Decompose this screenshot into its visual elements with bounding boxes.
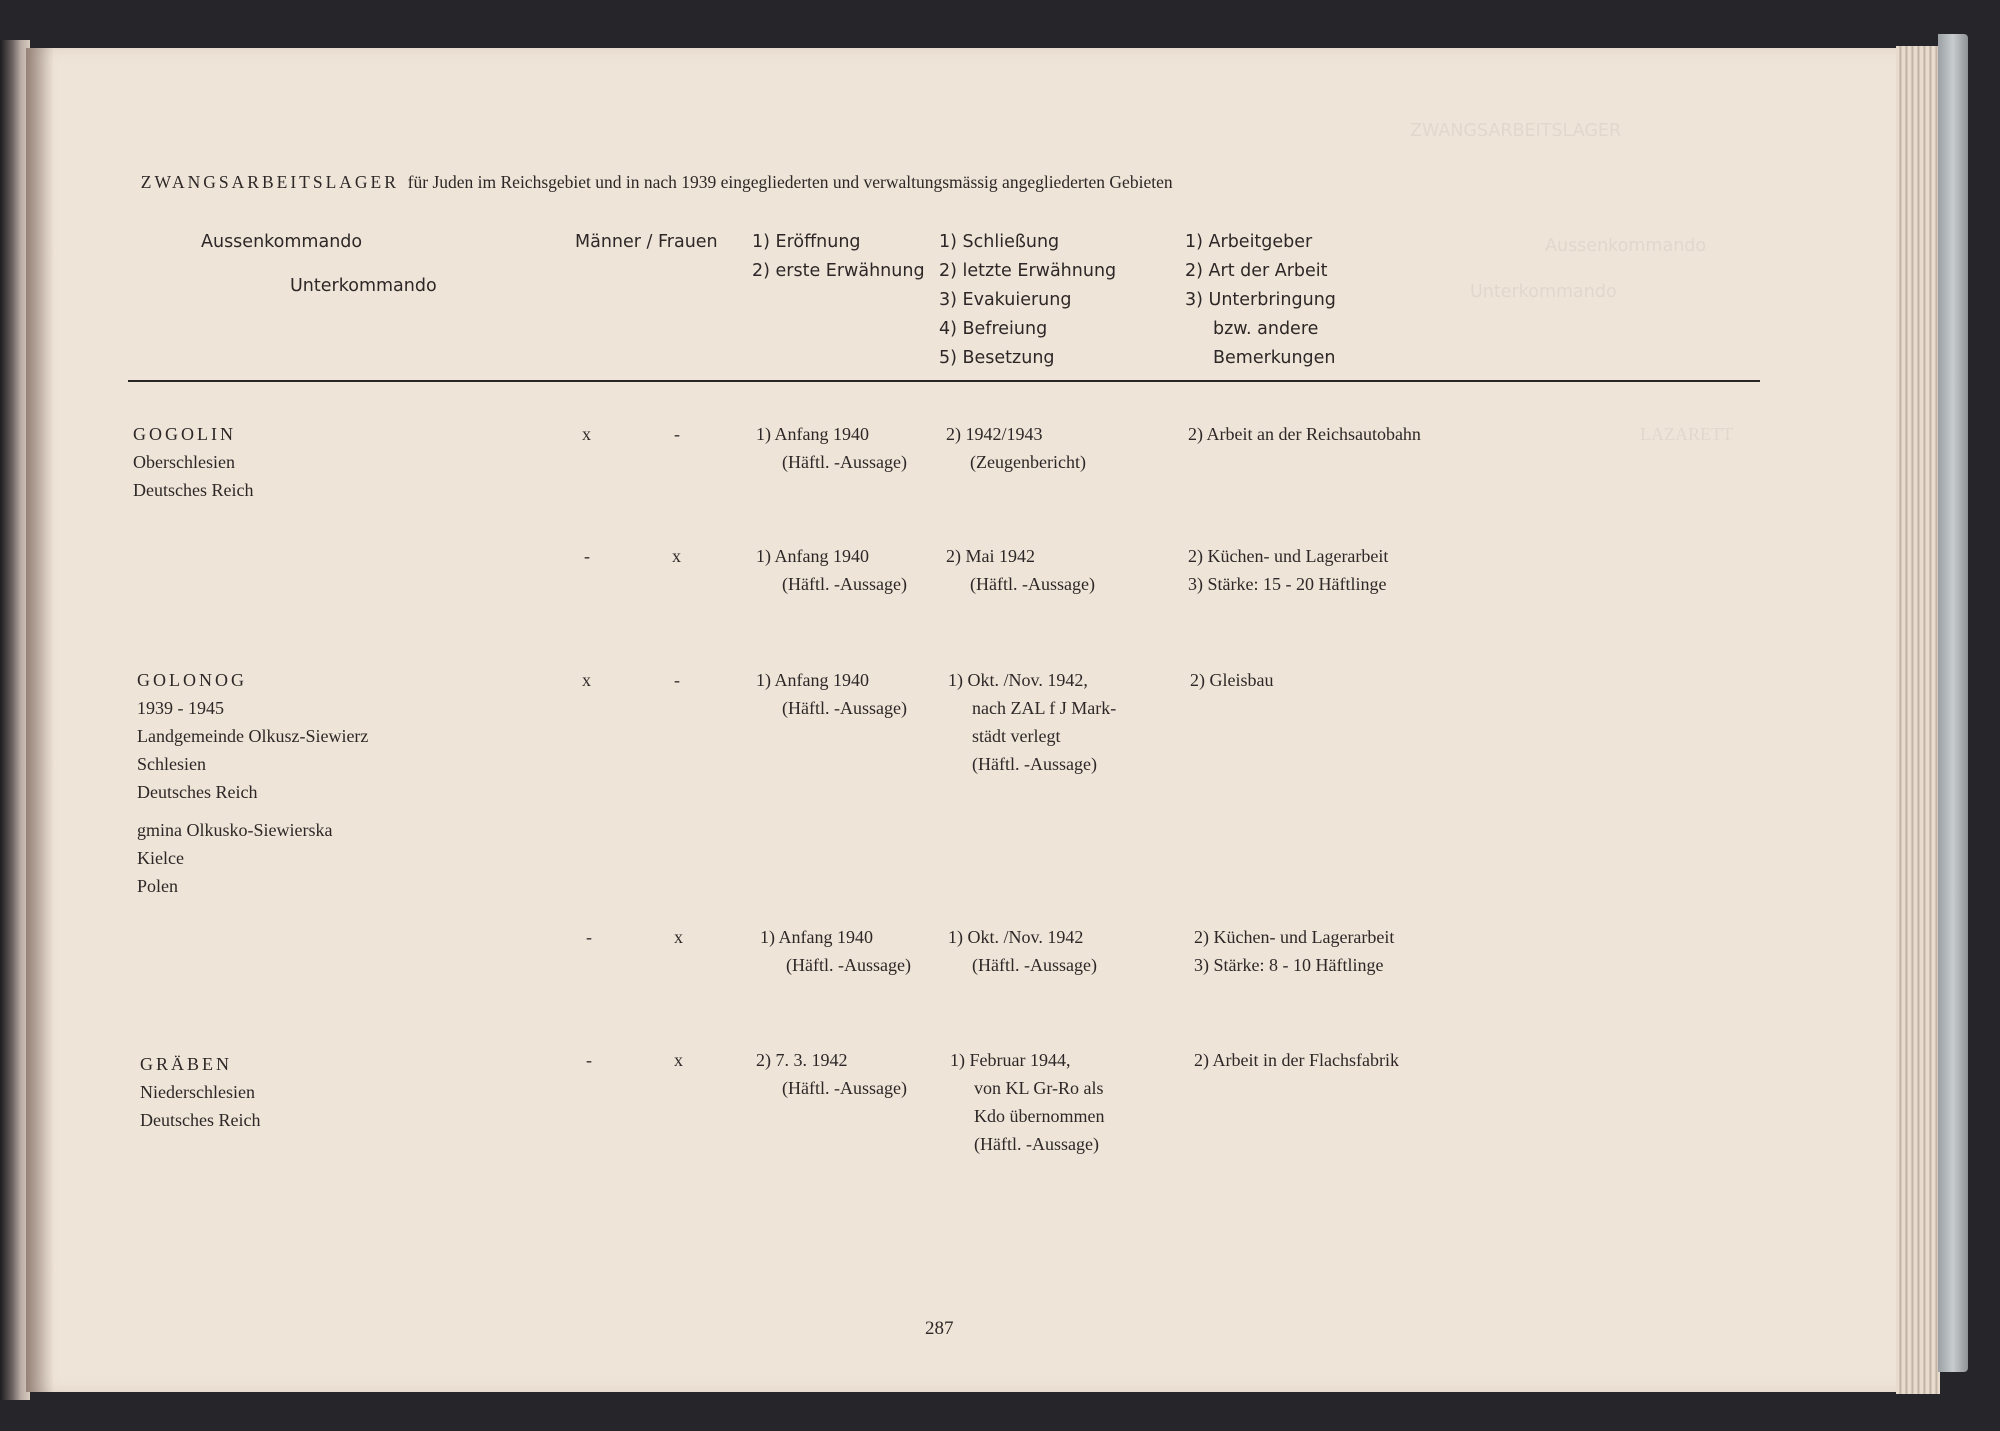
end-line: 1) Februar 1944, [950, 1050, 1071, 1070]
header-line: 3) Unterbringung [1185, 290, 1336, 310]
work-line: 2) Arbeit in der Flachsfabrik [1194, 1050, 1399, 1070]
end-line: 1) Okt. /Nov. 1942 [948, 927, 1084, 947]
row-5-start [756, 1046, 907, 1102]
bleed-through-text: Aussenkommando [1545, 236, 1707, 256]
place-line: gmina Olkusko-Siewierska [137, 820, 333, 840]
place-line: Schlesien [137, 754, 206, 774]
place-name: GRÄBEN [140, 1054, 233, 1074]
start-line: (Häftl. -Aussage) [782, 1078, 907, 1098]
row-5-work [1194, 1046, 1399, 1074]
row-1-men: x [582, 424, 591, 444]
row-2-end [946, 542, 1095, 598]
work-line: 2) Küchen- und Lagerarbeit [1188, 546, 1389, 566]
bleed-through-text: Unterkommando [1470, 282, 1617, 302]
page-number: 287 [925, 1318, 954, 1339]
row-3-women: - [674, 670, 680, 690]
start-line: (Häftl. -Aussage) [782, 698, 907, 718]
row-2-women: x [672, 546, 681, 566]
row-1-end [946, 420, 1086, 476]
place-line: Polen [137, 876, 179, 896]
header-col-start [752, 228, 925, 286]
end-line: (Zeugenbericht) [970, 452, 1086, 472]
place-line: Deutsches Reich [137, 782, 258, 802]
row-1-place [133, 420, 253, 504]
end-line: städt verlegt [972, 726, 1061, 746]
row-2-men: - [584, 546, 590, 566]
start-line: (Häftl. -Aussage) [782, 452, 907, 472]
page-title [132, 140, 1173, 196]
header-line: 3) Evakuierung [939, 290, 1072, 310]
start-line: 1) Anfang 1940 [756, 670, 869, 690]
header-line: 2) erste Erwähnung [752, 261, 925, 281]
place-line: Oberschlesien [133, 452, 235, 472]
header-line: bzw. andere [1213, 319, 1319, 339]
row-5-end [950, 1046, 1104, 1158]
row-2-work [1188, 542, 1388, 598]
end-line: von KL Gr-Ro als [974, 1078, 1104, 1098]
title-spaced: ZWANGSARBEITSLAGER [140, 172, 399, 192]
bleed-through-text: LAZARETT [1640, 424, 1733, 444]
end-line: 2) Mai 1942 [946, 546, 1035, 566]
work-line: 3) Stärke: 15 - 20 Häftlinge [1188, 574, 1387, 594]
place-line: 1939 - 1945 [137, 698, 224, 718]
header-line: Bemerkungen [1213, 348, 1336, 368]
bleed-through-text: ZWANGSARBEITSLAGER [1410, 121, 1622, 141]
header-line: 4) Befreiung [939, 319, 1048, 339]
row-3-start [756, 666, 907, 722]
work-line: 2) Küchen- und Lagerarbeit [1194, 927, 1395, 947]
row-3-end [948, 666, 1116, 778]
row-1-start [756, 420, 907, 476]
place-line: Niederschlesien [140, 1082, 255, 1102]
place-line: Deutsches Reich [140, 1110, 261, 1130]
place-line: Landgemeinde Olkusz-Siewierz [137, 726, 369, 746]
row-2-start [756, 542, 907, 598]
start-line: 1) Anfang 1940 [756, 546, 869, 566]
header-aussenkommando: Aussenkommando [201, 232, 363, 252]
spine-shadow [26, 48, 54, 1392]
row-3-men: x [582, 670, 591, 690]
start-line: (Häftl. -Aussage) [782, 574, 907, 594]
work-line: 2) Arbeit an der Reichsautobahn [1188, 424, 1421, 444]
row-3-work [1190, 666, 1273, 694]
place-name: GOLONOG [137, 670, 247, 690]
row-5-women: x [674, 1050, 683, 1070]
header-unterkommando: Unterkommando [290, 276, 437, 296]
end-line: (Häftl. -Aussage) [974, 1134, 1099, 1154]
start-line: 1) Anfang 1940 [756, 424, 869, 444]
header-col-end [939, 228, 1116, 373]
end-line: 1) Okt. /Nov. 1942, [948, 670, 1088, 690]
row-3-place [137, 666, 368, 806]
row-4-men: - [586, 927, 592, 947]
row-5-men: - [586, 1050, 592, 1070]
header-line: 2) Art der Arbeit [1185, 261, 1328, 281]
place-line: Kielce [137, 848, 184, 868]
header-rule [128, 380, 1760, 382]
work-line: 3) Stärke: 8 - 10 Häftlinge [1194, 955, 1384, 975]
header-col-work [1185, 228, 1336, 373]
place-name: GOGOLIN [133, 424, 236, 444]
row-4-work [1194, 923, 1394, 979]
row-4-start [760, 923, 911, 979]
place-line: Deutsches Reich [133, 480, 254, 500]
row-5-place [140, 1050, 260, 1134]
row-1-women: - [674, 424, 680, 444]
row-3-place-polish [137, 816, 332, 900]
header-line: 1) Arbeitgeber [1185, 232, 1313, 252]
page-edges [1896, 46, 1940, 1394]
end-line: nach ZAL f J Mark- [972, 698, 1117, 718]
end-line: (Häftl. -Aussage) [970, 574, 1095, 594]
header-line: 1) Eröffnung [752, 232, 861, 252]
title-rest: für Juden im Reichsgebiet und in nach 1939 eingegliederten und verwaltungsmässig angegliederten Gebieten [407, 172, 1173, 192]
header-line: 5) Besetzung [939, 348, 1055, 368]
end-line: (Häftl. -Aussage) [972, 754, 1097, 774]
work-line: 2) Gleisbau [1190, 670, 1274, 690]
start-line: 2) 7. 3. 1942 [756, 1050, 848, 1070]
end-line: Kdo übernommen [974, 1106, 1105, 1126]
header-line: 2) letzte Erwähnung [939, 261, 1117, 281]
end-line: (Häftl. -Aussage) [972, 955, 1097, 975]
row-4-end [948, 923, 1097, 979]
book-cover [1938, 34, 1968, 1372]
row-4-women: x [674, 927, 683, 947]
header-maenner-frauen: Männer / Frauen [575, 232, 718, 252]
start-line: (Häftl. -Aussage) [786, 955, 911, 975]
end-line: 2) 1942/1943 [946, 424, 1043, 444]
header-line: 1) Schließung [939, 232, 1060, 252]
row-1-work [1188, 420, 1421, 448]
start-line: 1) Anfang 1940 [760, 927, 873, 947]
